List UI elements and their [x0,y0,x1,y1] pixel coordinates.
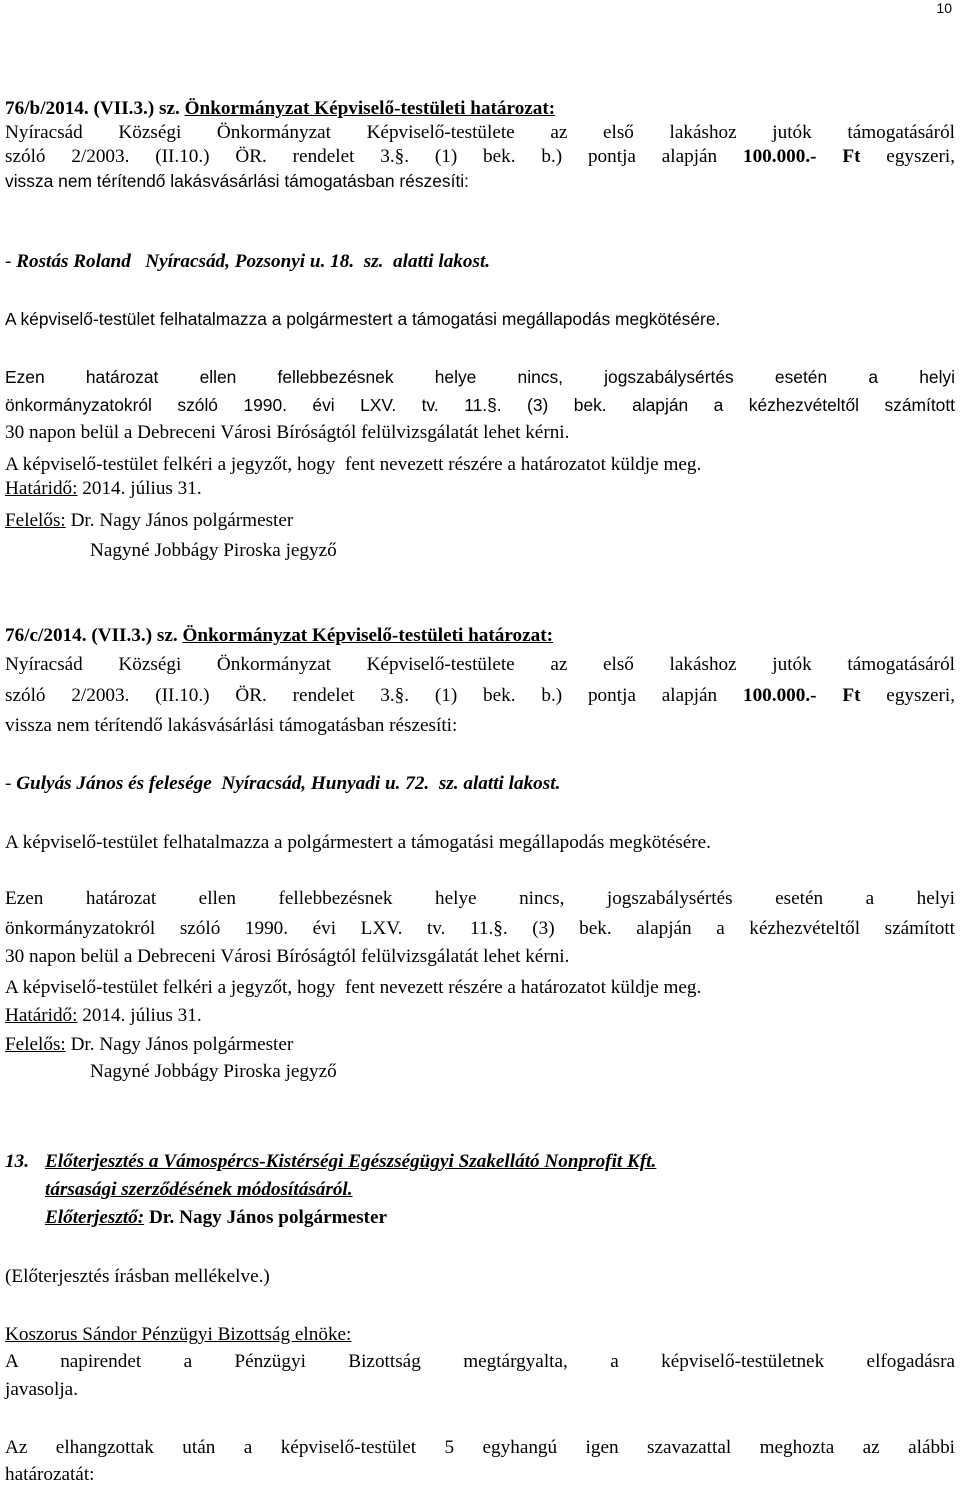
agenda-presenter: Előterjesztő: Dr. Nagy János polgármester [45,1207,387,1228]
resolution-2-number: 76/c/2014. (VII.3.) sz. [5,625,178,646]
agenda-title-line2: társasági szerződésének módosításáról. [45,1179,353,1200]
resolution-2-amount: 100.000.- Ft [742,685,861,706]
resolution-1-amount: 100.000.- Ft [742,146,861,167]
resolution-2-body-end: vissza nem térítendő lakásvásárlási támogatásban részesíti: [5,715,458,736]
agenda-speaker-text-line: javasolja. [5,1379,78,1400]
resolution-1-heading: Önkormányzat Képviselő-testületi határozat: [184,98,556,119]
page-number: 10 [936,0,952,16]
resolution-1-body-line: Nyíracsád Községi Önkormányzat Képviselő-testülete az első lakáshoz jutók támogatásáról [5,122,955,143]
agenda-title: 13. Előterjesztés a Vámospércs-Kistérségi Egészségügyi Szakellátó Nonprofit Kft. [5,1151,657,1172]
resolution-2-heading: Önkormányzat Képviselő-testületi határozat: [182,625,554,646]
resolution-2-responsible: Felelős: Dr. Nagy János polgármester [5,1034,294,1055]
resolution-2-appeal-line: önkormányzatokról szóló 1990. évi LXV. tv. 11.§. (3) bek. alapján a kézhezvételtől számított [5,918,955,939]
agenda-speaker: Koszorus Sándor Pénzügyi Bizottság elnöke: [5,1324,352,1345]
resolution-1-appeal-line: Ezen határozat ellen fellebbezésnek helye nincs, jogszabálysértés esetén a helyi [5,367,955,387]
resolution-1-appeal-line: önkormányzatokról szóló 1990. évi LXV. tv. 11.§. (3) bek. alapján a kézhezvételtől számított [5,395,955,415]
resolution-2-notary-request: A képviselő-testület felkéri a jegyzőt, hogy fent nevezett részére a határozatot küldje meg. [5,977,702,998]
resolution-1-body-end: vissza nem térítendő lakásvásárlási támogatásban részesíti: [5,171,469,191]
agenda-vote-line: Az elhangzottak után a képviselő-testület 5 egyhangú igen szavazattal meghozta az alábbi [5,1437,955,1458]
resolution-2-appeal-line: 30 napon belül a Debreceni Városi Bíróságtól felülvizsgálatát lehet kérni. [5,946,570,967]
agenda-speaker-text-line: A napirendet a Pénzügyi Bizottság megtárgyalta, a képviselő-testületnek elfogadásra [5,1351,955,1372]
resolution-2-beneficiary: - Gulyás János és felesége Nyíracsád, Hunyadi u. 72. sz. alatti lakost. [5,773,561,794]
resolution-2-authorization: A képviselő-testület felhatalmazza a polgármestert a támogatási megállapodás megkötésére. [5,832,711,853]
resolution-1-title [5,97,955,121]
resolution-2-appeal-line: Ezen határozat ellen fellebbezésnek helye nincs, jogszabálysértés esetén a helyi [5,888,955,909]
agenda-vote-line: határozatát: [5,1464,95,1485]
resolution-1-beneficiary: - Rostás Roland Nyíracsád, Pozsonyi u. 18. sz. alatti lakost. [5,251,491,272]
resolution-1-responsible-2: Nagyné Jobbágy Piroska jegyző [90,540,337,561]
resolution-1-notary-request: A képviselő-testület felkéri a jegyzőt, hogy fent nevezett részére a határozatot küldje meg. [5,454,702,475]
resolution-1-responsible: Felelős: Dr. Nagy János polgármester [5,510,294,531]
resolution-1-body-line: szóló 2/2003. (II.10.) ÖR. rendelet 3.§. (1) bek. b.) pontja alapján 100.000.- Ft egyszeri, [5,146,956,167]
resolution-1-authorization: A képviselő-testület felhatalmazza a polgármestert a támogatási megállapodás megkötésére. [5,309,721,329]
resolution-1-number: 76/b/2014. (VII.3.) sz. [5,98,180,119]
resolution-1-appeal-line: 30 napon belül a Debreceni Városi Bíróságtól felülvizsgálatát lehet kérni. [5,422,570,443]
agenda-attachment-note: (Előterjesztés írásban mellékelve.) [5,1266,270,1287]
resolution-2-body-line: szóló 2/2003. (II.10.) ÖR. rendelet 3.§. (1) bek. b.) pontja alapján 100.000.- Ft egyszeri, [5,685,956,706]
resolution-2-deadline: Határidő: 2014. július 31. [5,1005,202,1026]
resolution-1-deadline: Határidő: 2014. július 31. [5,478,202,499]
resolution-2-body-line: Nyíracsád Községi Önkormányzat Képviselő-testülete az első lakáshoz jutók támogatásáról [5,654,955,675]
agenda-number: 13. [5,1151,29,1172]
resolution-2-title [5,624,955,648]
resolution-2-responsible-2: Nagyné Jobbágy Piroska jegyző [90,1061,337,1082]
